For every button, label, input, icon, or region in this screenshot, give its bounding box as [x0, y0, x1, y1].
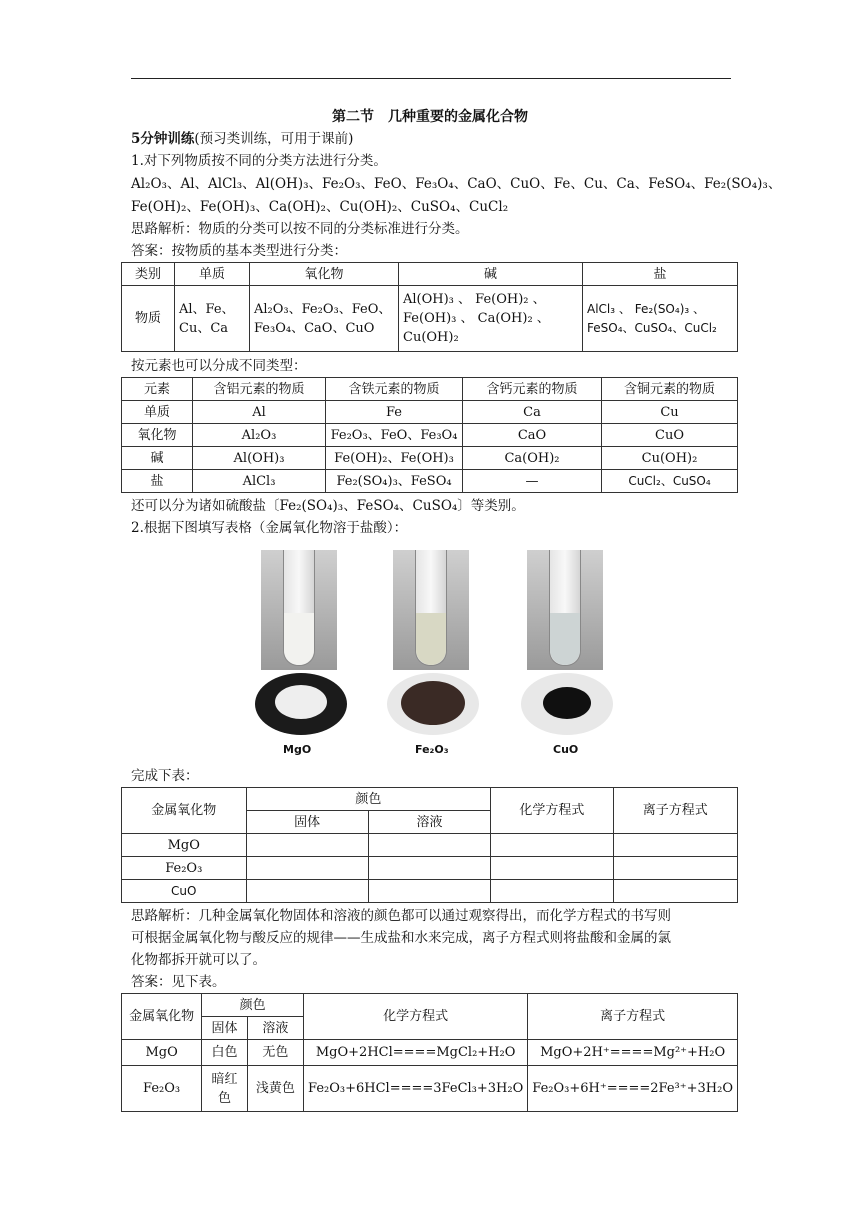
row-label: 碱: [122, 447, 193, 470]
row-label: Fe₂O₃: [122, 857, 247, 880]
test-tube-mgo: [261, 550, 337, 670]
row-label: 单质: [122, 401, 193, 424]
training-note: (预习类训练，可用于课前): [194, 131, 354, 147]
top-rule: [131, 78, 731, 79]
training-line: [131, 129, 353, 149]
q2-analysis-2: 可根据金属氧化物与酸反应的规律——生成盐和水来完成，离子方程式则将盐酸和金属的氯: [131, 930, 671, 946]
header-color: 颜色: [202, 994, 304, 1017]
q1-answer-intro: 答案：按物质的基本类型进行分类：: [131, 243, 347, 259]
test-tube-fe2o3: [393, 550, 469, 670]
blank-cell[interactable]: [368, 880, 490, 903]
dish-mgo: [255, 673, 347, 735]
complete-table-label: 完成下表：: [131, 768, 199, 784]
cell-ion: MgO+2H⁺====Mg²⁺+H₂O: [528, 1040, 738, 1066]
label-mgo: MgO: [283, 743, 312, 756]
q1-extra: 还可以分为诸如硫酸盐〔Fe₂(SO₄)₃、FeSO₄、CuSO₄〕等类别。: [131, 498, 525, 514]
cell: Al: [193, 401, 326, 424]
answer-table: [121, 993, 738, 1112]
blank-cell[interactable]: [491, 880, 613, 903]
header-ion: 离子方程式: [613, 788, 737, 834]
header-cell: 单质: [175, 263, 250, 286]
header-cell: 类别: [122, 263, 175, 286]
cell: CuCl₂、CuSO₄: [602, 470, 738, 493]
header-solid: 固体: [246, 811, 368, 834]
oxide-photo-figure: [255, 545, 605, 760]
dish-cuo: [521, 673, 613, 735]
cell-elements: Al、Fe、Cu、Ca: [175, 286, 250, 352]
header-oxide: 金属氧化物: [122, 994, 202, 1040]
cell: CaO: [463, 424, 602, 447]
header-ion: 离子方程式: [528, 994, 738, 1040]
cell: AlCl₃: [193, 470, 326, 493]
fill-in-table: [121, 787, 738, 903]
blank-cell[interactable]: [246, 857, 368, 880]
dish-fe2o3: [387, 673, 479, 735]
header-cell: 含铝元素的物质: [193, 378, 326, 401]
cell-solution: 无色: [247, 1040, 303, 1066]
blank-cell[interactable]: [368, 834, 490, 857]
cell-salts: AlCl₃ 、 Fe₂(SO₄)₃ 、 FeSO₄、CuSO₄、CuCl₂: [583, 286, 738, 352]
training-label: 5分钟训练: [131, 131, 195, 147]
row-label: 氧化物: [122, 424, 193, 447]
q2-analysis-3: 化物都拆开就可以了。: [131, 952, 266, 968]
header-cell: 含钙元素的物质: [463, 378, 602, 401]
classification-table: [121, 262, 738, 352]
header-cell: 氧化物: [250, 263, 399, 286]
blank-cell[interactable]: [613, 857, 737, 880]
powder-fe2o3: [401, 681, 465, 725]
cell: Cu: [602, 401, 738, 424]
cell: Al₂O₃: [193, 424, 326, 447]
cell-solid: 白色: [202, 1040, 248, 1066]
blank-cell[interactable]: [246, 880, 368, 903]
test-tube-cuo: [527, 550, 603, 670]
q1-substances-2: Fe(OH)₂、Fe(OH)₃、Ca(OH)₂、Cu(OH)₂、CuSO₄、CuCl₂: [131, 199, 509, 215]
blank-cell[interactable]: [368, 857, 490, 880]
q1-substances-1: Al₂O₃、Al、AlCl₃、Al(OH)₃、Fe₂O₃、FeO、Fe₃O₄、CaO、CuO、Fe、Cu、Ca、FeSO₄、Fe₂(SO₄)₃、: [131, 176, 782, 192]
element-intro: 按元素也可以分成不同类型：: [131, 358, 307, 374]
blank-cell[interactable]: [491, 834, 613, 857]
blank-cell[interactable]: [613, 834, 737, 857]
q2-answer: 答案：见下表。: [131, 974, 226, 990]
blank-cell[interactable]: [491, 857, 613, 880]
row-label: 物质: [122, 286, 175, 352]
cell: Ca(OH)₂: [463, 447, 602, 470]
row-label: Fe₂O₃: [122, 1066, 202, 1112]
row-label: MgO: [122, 1040, 202, 1066]
cell-chem: MgO+2HCl====MgCl₂+H₂O: [304, 1040, 528, 1066]
cell: Fe: [326, 401, 463, 424]
cell: Fe₂O₃、FeO、Fe₃O₄: [326, 424, 463, 447]
header-cell: 碱: [399, 263, 583, 286]
page-title: 第二节 几种重要的金属化合物: [332, 109, 528, 125]
row-label: CuO: [122, 880, 247, 903]
powder-cuo: [543, 687, 591, 719]
header-color: 颜色: [246, 788, 491, 811]
header-cell: 盐: [583, 263, 738, 286]
element-table: [121, 377, 738, 493]
row-label: 盐: [122, 470, 193, 493]
cell: CuO: [602, 424, 738, 447]
header-chem: 化学方程式: [304, 994, 528, 1040]
row-label: MgO: [122, 834, 247, 857]
cell: Cu(OH)₂: [602, 447, 738, 470]
cell: Al(OH)₃: [193, 447, 326, 470]
cell-ion: Fe₂O₃+6H⁺====2Fe³⁺+3H₂O: [528, 1066, 738, 1112]
cell: —: [463, 470, 602, 493]
q1-analysis: 思路解析：物质的分类可以按不同的分类标准进行分类。: [131, 221, 469, 237]
header-solution: 溶液: [247, 1017, 303, 1040]
cell: Fe(OH)₂、Fe(OH)₃: [326, 447, 463, 470]
cell: Ca: [463, 401, 602, 424]
cell-solid: 暗红色: [202, 1066, 248, 1112]
cell-solution: 浅黄色: [247, 1066, 303, 1112]
label-fe2o3: Fe₂O₃: [415, 743, 449, 756]
header-solid: 固体: [202, 1017, 248, 1040]
blank-cell[interactable]: [613, 880, 737, 903]
cell-oxides: Al₂O₃、Fe₂O₃、FeO、Fe₃O₄、CaO、CuO: [250, 286, 399, 352]
q2-question: 2.根据下图填写表格（金属氧化物溶于盐酸）：: [131, 520, 408, 536]
header-cell: 含铁元素的物质: [326, 378, 463, 401]
blank-cell[interactable]: [246, 834, 368, 857]
header-cell: 元素: [122, 378, 193, 401]
header-solution: 溶液: [368, 811, 490, 834]
cell-bases: Al(OH)₃ 、 Fe(OH)₂ 、 Fe(OH)₃ 、 Ca(OH)₂ 、 Cu(OH)₂: [399, 286, 583, 352]
header-chem: 化学方程式: [491, 788, 613, 834]
cell: Fe₂(SO₄)₃、FeSO₄: [326, 470, 463, 493]
header-oxide: 金属氧化物: [122, 788, 247, 834]
q1-question: 1.对下列物质按不同的分类方法进行分类。: [131, 153, 387, 169]
header-cell: 含铜元素的物质: [602, 378, 738, 401]
powder-mgo: [275, 685, 327, 719]
cell-chem: Fe₂O₃+6HCl====3FeCl₃+3H₂O: [304, 1066, 528, 1112]
q2-analysis-1: 思路解析：几种金属氧化物固体和溶液的颜色都可以通过观察得出，而化学方程式的书写则: [131, 908, 671, 924]
label-cuo: CuO: [553, 743, 579, 756]
